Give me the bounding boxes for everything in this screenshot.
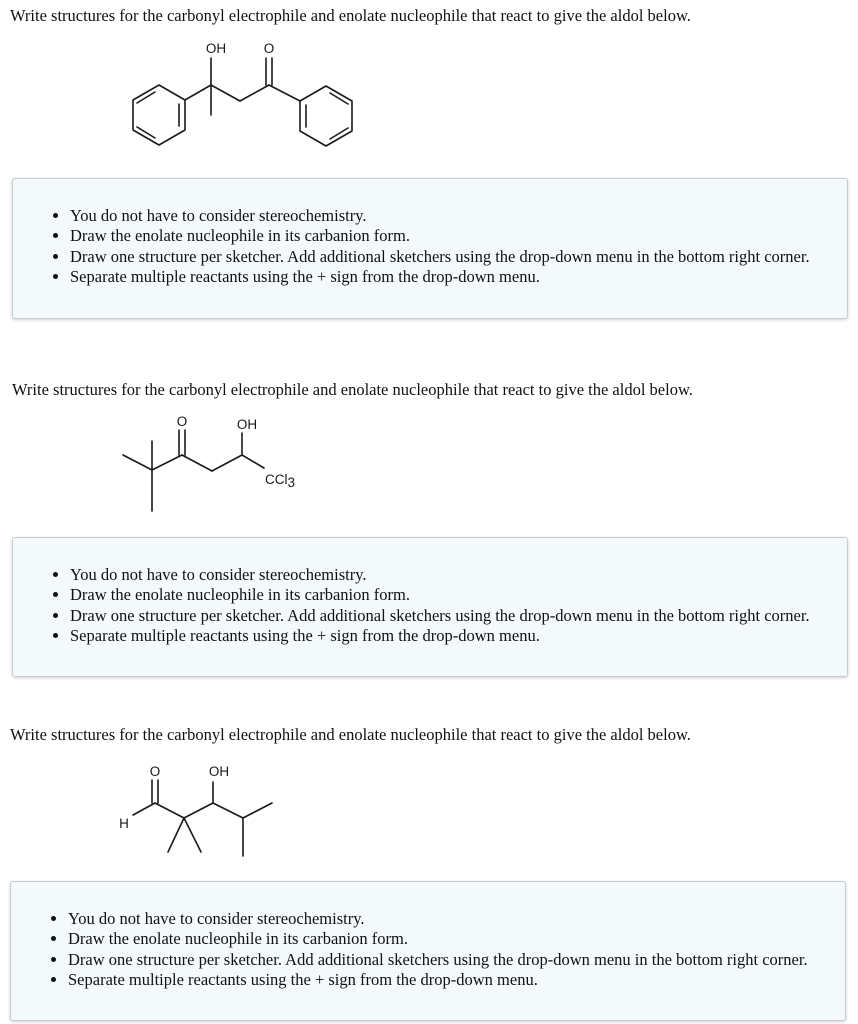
atom-label-o: O <box>176 414 188 429</box>
atom-label-h: H <box>119 816 129 831</box>
instruction-item: • Draw the enolate nucleophile in its carbanion form. <box>70 585 847 605</box>
bond <box>213 803 243 818</box>
atom-label-oh: OH <box>205 41 227 56</box>
instruction-item: • You do not have to consider stereochemistry. <box>70 565 847 585</box>
question-1-prompt: Write structures for the carbonyl electrophile and enolate nucleophile that react to give the aldol below. <box>10 6 691 25</box>
atom-label-o: O <box>149 764 161 779</box>
instructions-list <box>11 882 845 990</box>
instruction-item: • You do not have to consider stereochemistry. <box>70 206 847 226</box>
methyl-bond <box>184 818 201 852</box>
isopropyl-bond <box>243 803 272 818</box>
bond <box>184 803 213 818</box>
instruction-item: • You do not have to consider stereochemistry. <box>68 909 845 929</box>
instruction-item: • Draw the enolate nucleophile in its carbanion form. <box>70 226 847 246</box>
instruction-item: • Separate multiple reactants using the + sign from the drop-down menu. <box>70 626 847 646</box>
question-2-prompt: Write structures for the carbonyl electrophile and enolate nucleophile that react to give the aldol below. <box>12 380 693 399</box>
instruction-item: • Draw the enolate nucleophile in its carbanion form. <box>68 929 845 949</box>
atom-label-oh: OH <box>236 417 258 432</box>
instruction-item: • Separate multiple reactants using the + sign from the drop-down menu. <box>70 267 847 287</box>
instruction-item: • Draw one structure per sketcher. Add additional sketchers using the drop-down menu in the bottom right corner. <box>70 247 847 267</box>
instruction-item: • Draw one structure per sketcher. Add additional sketchers using the drop-down menu in the bottom right corner. <box>68 950 845 970</box>
instruction-item: • Draw one structure per sketcher. Add additional sketchers using the drop-down menu in the bottom right corner. <box>70 606 847 626</box>
instruction-item: • Separate multiple reactants using the + sign from the drop-down menu. <box>68 970 845 990</box>
methyl-bond <box>168 818 184 852</box>
instructions-box-3 <box>10 881 846 1021</box>
bond <box>155 803 184 818</box>
bond-to-h <box>133 803 155 815</box>
atom-label-o: O <box>263 41 275 56</box>
atom-label-ccl3: CCl3 <box>265 472 296 490</box>
question-3-prompt: Write structures for the carbonyl electrophile and enolate nucleophile that react to give the aldol below. <box>10 725 691 744</box>
atom-label-oh: OH <box>208 764 230 779</box>
